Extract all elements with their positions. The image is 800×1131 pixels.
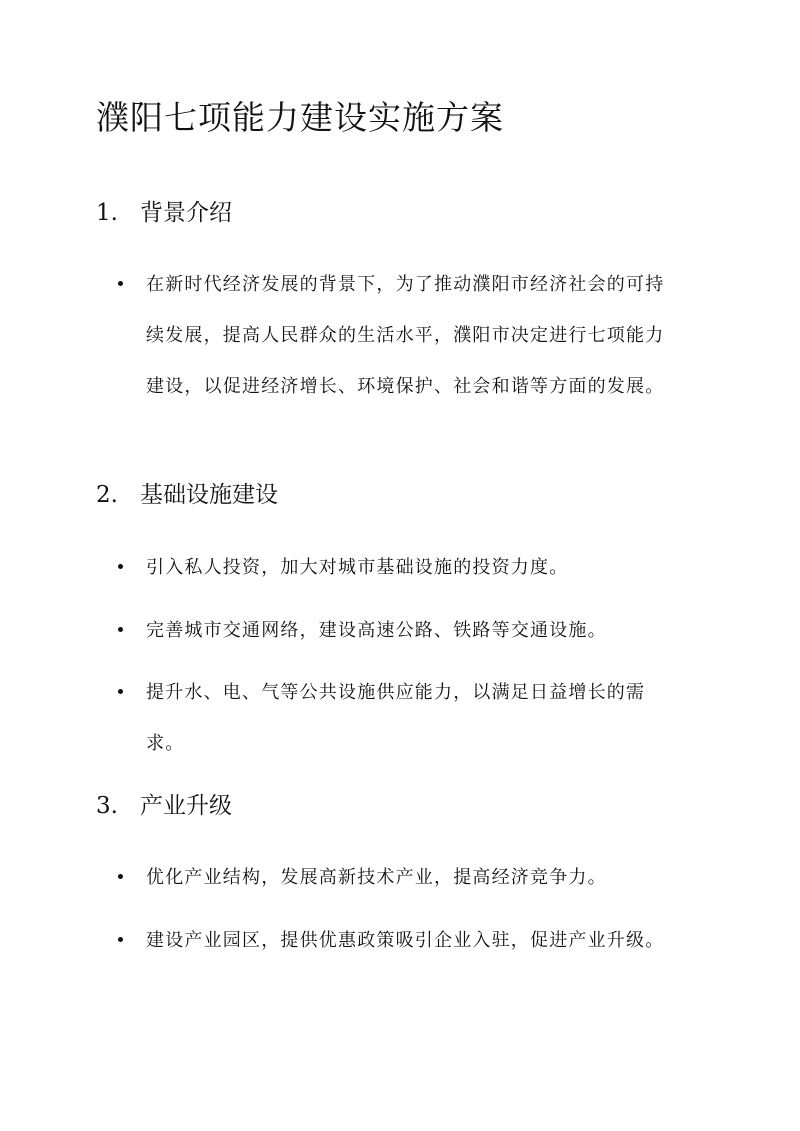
list-item (118, 542, 678, 593)
section-title: 背景介绍 (140, 200, 232, 226)
bullet-icon (118, 689, 123, 694)
section-heading-industry-upgrade (96, 789, 232, 823)
list-item-text: 引入私人投资，加大对城市基础设施的投资力度。 (146, 557, 569, 578)
list-item-text: 在新时代经济发展的背景下，为了推动濮阳市经济社会的可持续发展，提高人民群众的生活水平，濮阳市决定进行七项能力建设，以促进经济增长、环境保护、社会和谐等方面的发展。 (146, 274, 665, 397)
section-heading-infrastructure (96, 478, 278, 512)
document-title: 濮阳七项能力建设实施方案 (96, 98, 504, 137)
bullet-icon (118, 874, 123, 879)
bullet-icon (118, 281, 123, 286)
list-item-text: 完善城市交通网络，建设高速公路、铁路等交通设施。 (146, 620, 607, 641)
list-item (118, 259, 678, 412)
section-number: 1. (96, 200, 118, 226)
bullet-icon (118, 564, 123, 569)
list-item-text: 优化产业结构，发展高新技术产业，提高经济竞争力。 (146, 867, 607, 888)
section-number: 2. (96, 482, 118, 508)
bullet-icon (118, 627, 123, 632)
list-item-text: 提升水、电、气等公共设施供应能力，以满足日益增长的需求。 (146, 682, 646, 754)
section-number: 3. (96, 793, 118, 819)
list-item (118, 667, 678, 769)
list-item-text: 建设产业园区，提供优惠政策吸引企业入驻，促进产业升级。 (146, 930, 665, 951)
bullet-icon (118, 937, 123, 942)
list-item (118, 605, 678, 656)
section-title: 产业升级 (140, 793, 232, 819)
list-item (118, 915, 678, 966)
section-title: 基础设施建设 (140, 482, 278, 508)
list-item (118, 852, 678, 903)
section-heading-background (96, 196, 232, 230)
